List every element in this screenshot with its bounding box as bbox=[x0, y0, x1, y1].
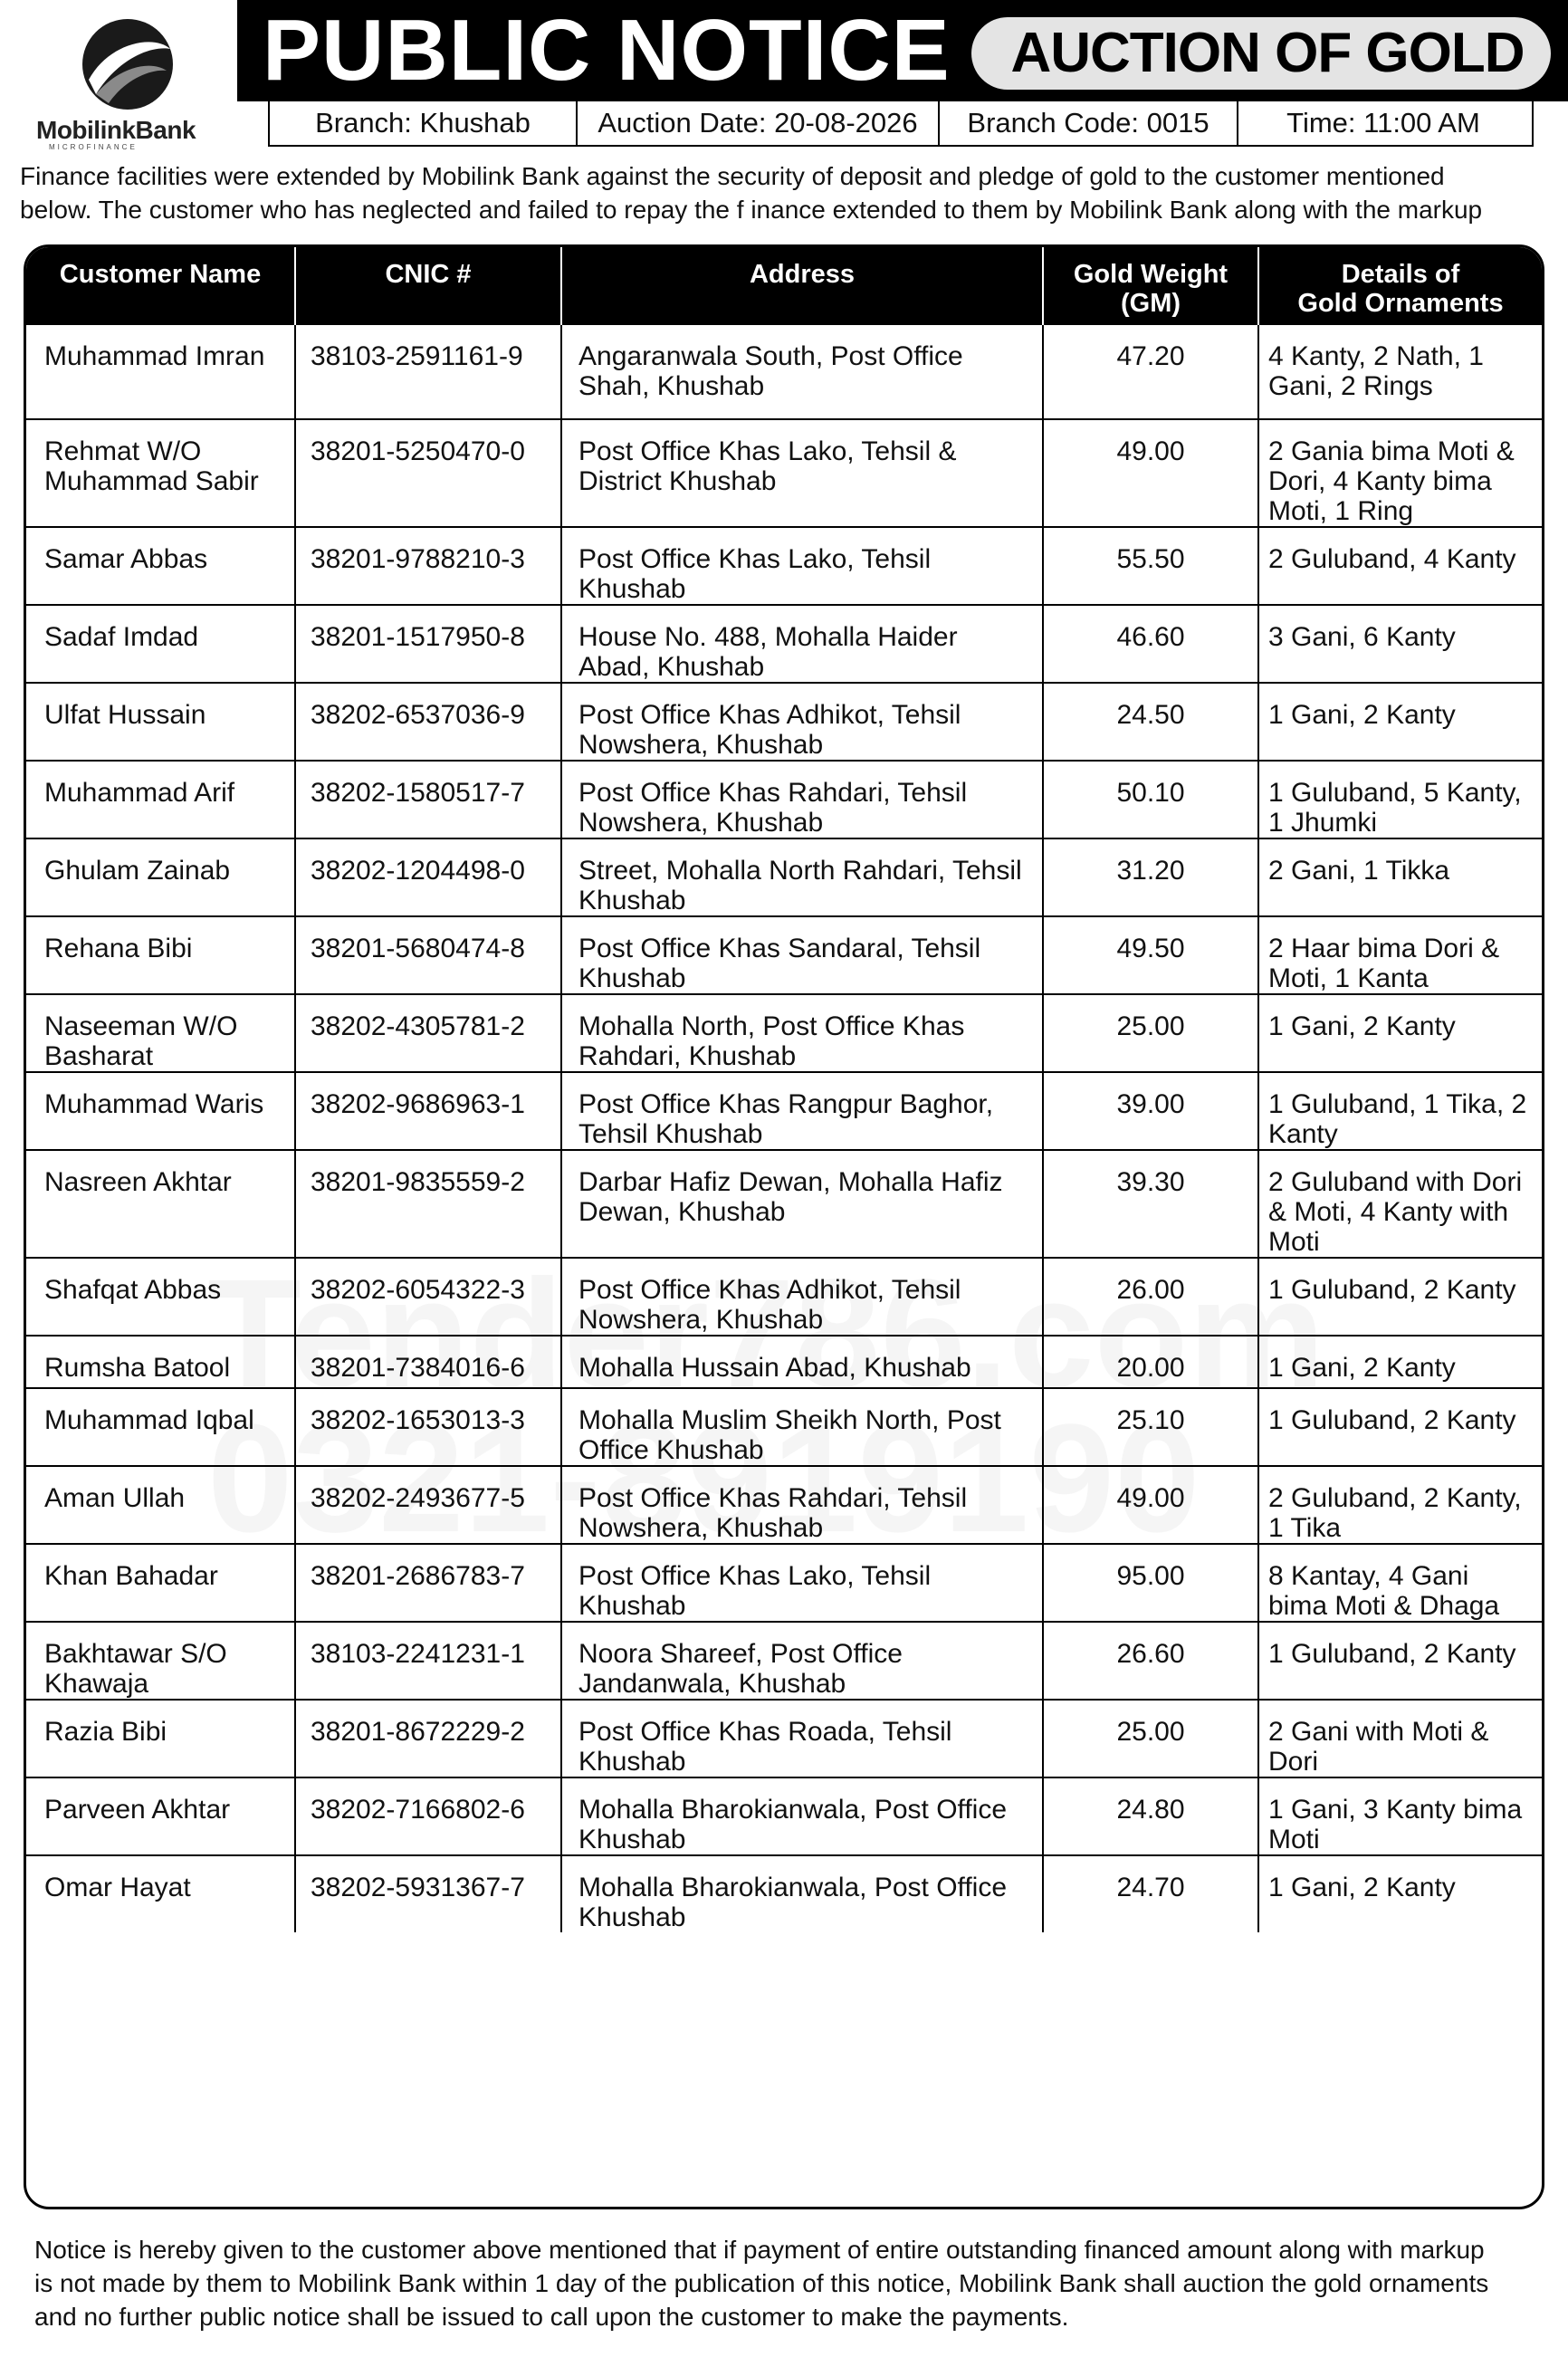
table-row bbox=[26, 419, 1542, 527]
customer-name-cell: Rehana Bibi bbox=[26, 916, 295, 994]
gold-details-cell: 1 Guluband, 2 Kanty bbox=[1258, 1388, 1542, 1466]
header-gold-details: Details of Gold Ornaments bbox=[1258, 247, 1542, 325]
footer-line: and no further public notice shall be issued to call upon the customer to make the payments. bbox=[34, 2303, 1069, 2331]
gold-details-cell: 2 Guluband, 4 Kanty bbox=[1258, 527, 1542, 605]
customer-name-cell: Ghulam Zainab bbox=[26, 838, 295, 916]
gold-weight-cell: 25.00 bbox=[1043, 994, 1258, 1072]
gold-weight-cell: 47.20 bbox=[1043, 325, 1258, 419]
customer-name-cell: Parveen Akhtar bbox=[26, 1777, 295, 1855]
address-cell: Post Office Khas Adhikot, Tehsil Nowshera, Khushab bbox=[561, 1258, 1043, 1336]
gold-weight-cell: 50.10 bbox=[1043, 761, 1258, 838]
cnic-cell: 38201-7384016-6 bbox=[295, 1336, 561, 1388]
cnic-cell: 38103-2591161-9 bbox=[295, 325, 561, 419]
auction-time: Time: 11:00 AM bbox=[1286, 107, 1480, 139]
mobilink-bank-logo-icon bbox=[69, 14, 186, 114]
footer-paragraph bbox=[34, 2233, 1546, 2333]
cnic-cell: 38201-9835559-2 bbox=[295, 1150, 561, 1258]
customer-name-cell: Bakhtawar S/O Khawaja bbox=[26, 1622, 295, 1700]
gold-weight-cell: 49.00 bbox=[1043, 419, 1258, 527]
cnic-cell: 38202-7166802-6 bbox=[295, 1777, 561, 1855]
auction-pill-label: AUCTION OF GOLD bbox=[1010, 22, 1525, 84]
cnic-cell: 38202-2493677-5 bbox=[295, 1466, 561, 1544]
gold-details-cell: 2 Gania bima Moti & Dori, 4 Kanty bima Moti, 1 Ring bbox=[1258, 419, 1542, 527]
gold-weight-cell: 25.00 bbox=[1043, 1700, 1258, 1777]
cnic-cell: 38201-2686783-7 bbox=[295, 1544, 561, 1622]
gold-weight-cell: 49.00 bbox=[1043, 1466, 1258, 1544]
table-row bbox=[26, 605, 1542, 683]
table-header-row bbox=[26, 247, 1542, 325]
bank-logo bbox=[13, 2, 235, 151]
customer-name-cell: Omar Hayat bbox=[26, 1855, 295, 1932]
cnic-cell: 38103-2241231-1 bbox=[295, 1622, 561, 1700]
table-row bbox=[26, 683, 1542, 761]
customer-name-cell: Aman Ullah bbox=[26, 1466, 295, 1544]
gold-weight-cell: 95.00 bbox=[1043, 1544, 1258, 1622]
table-row bbox=[26, 1258, 1542, 1336]
gold-weight-cell: 24.70 bbox=[1043, 1855, 1258, 1932]
footer-line: is not made by them to Mobilink Bank within 1 day of the publication of this notice, Mobilink Bank shall auction the gold ornaments bbox=[34, 2269, 1489, 2297]
gold-details-cell: 1 Guluband, 1 Tika, 2 Kanty bbox=[1258, 1072, 1542, 1150]
table-row bbox=[26, 1544, 1542, 1622]
auction-info-row bbox=[268, 101, 1534, 147]
customer-name-cell: Muhammad Arif bbox=[26, 761, 295, 838]
intro-paragraph bbox=[20, 159, 1550, 226]
gold-details-cell: 2 Haar bima Dori & Moti, 1 Kanta bbox=[1258, 916, 1542, 994]
customer-name-cell: Razia Bibi bbox=[26, 1700, 295, 1777]
cnic-cell: 38202-1204498-0 bbox=[295, 838, 561, 916]
gold-details-cell: 1 Gani, 2 Kanty bbox=[1258, 1336, 1542, 1388]
table-row bbox=[26, 838, 1542, 916]
cnic-cell: 38201-8672229-2 bbox=[295, 1700, 561, 1777]
address-cell: Mohalla Muslim Sheikh North, Post Office Khushab bbox=[561, 1388, 1043, 1466]
table-row bbox=[26, 1336, 1542, 1388]
notice-header bbox=[0, 0, 1568, 149]
gold-details-cell: 2 Gani, 1 Tikka bbox=[1258, 838, 1542, 916]
gold-details-cell: 2 Guluband, 2 Kanty, 1 Tika bbox=[1258, 1466, 1542, 1544]
cnic-cell: 38202-6054322-3 bbox=[295, 1258, 561, 1336]
customer-name-cell: Muhammad Iqbal bbox=[26, 1388, 295, 1466]
gold-weight-cell: 49.50 bbox=[1043, 916, 1258, 994]
address-cell: Street, Mohalla North Rahdari, Tehsil Khushab bbox=[561, 838, 1043, 916]
gold-weight-cell: 26.00 bbox=[1043, 1258, 1258, 1336]
table-row bbox=[26, 1777, 1542, 1855]
address-cell: Noora Shareef, Post Office Jandanwala, Khushab bbox=[561, 1622, 1043, 1700]
intro-line: Finance facilities were extended by Mobilink Bank against the security of deposit and pledge of gold to the customer mentioned bbox=[20, 162, 1445, 190]
address-cell: Post Office Khas Rangpur Baghor, Tehsil Khushab bbox=[561, 1072, 1043, 1150]
address-cell: Angaranwala South, Post Office Shah, Khushab bbox=[561, 325, 1043, 419]
gold-details-cell: 1 Guluband, 5 Kanty, 1 Jhumki bbox=[1258, 761, 1542, 838]
address-cell: Darbar Hafiz Dewan, Mohalla Hafiz Dewan, Khushab bbox=[561, 1150, 1043, 1258]
header-address: Address bbox=[561, 247, 1043, 325]
logo-wordmark: MobilinkBank bbox=[36, 116, 196, 144]
gold-weight-cell: 20.00 bbox=[1043, 1336, 1258, 1388]
address-cell: Post Office Khas Adhikot, Tehsil Nowshera, Khushab bbox=[561, 683, 1043, 761]
cnic-cell: 38201-5250470-0 bbox=[295, 419, 561, 527]
header-customer-name: Customer Name bbox=[26, 247, 295, 325]
customer-table-container bbox=[24, 244, 1544, 2209]
address-cell: Post Office Khas Lako, Tehsil Khushab bbox=[561, 1544, 1043, 1622]
table-row bbox=[26, 527, 1542, 605]
table-row bbox=[26, 761, 1542, 838]
gold-details-cell: 4 Kanty, 2 Nath, 1 Gani, 2 Rings bbox=[1258, 325, 1542, 419]
customer-name-cell: Samar Abbas bbox=[26, 527, 295, 605]
gold-details-cell: 1 Gani, 2 Kanty bbox=[1268, 1873, 1456, 1902]
gold-details-cell: 8 Kantay, 4 Gani bima Moti & Dhaga bbox=[1258, 1544, 1542, 1622]
branch-name: Branch: Khushab bbox=[270, 101, 578, 145]
table-row bbox=[26, 1150, 1542, 1258]
gold-weight-cell: 31.20 bbox=[1043, 838, 1258, 916]
address-cell: Post Office Khas Lako, Tehsil & District Khushab bbox=[561, 419, 1043, 527]
branch-code: Branch Code: 0015 bbox=[940, 101, 1238, 145]
address-cell: Mohalla North, Post Office Khas Rahdari, Khushab bbox=[561, 994, 1043, 1072]
gold-weight-cell: 39.30 bbox=[1043, 1150, 1258, 1258]
address-cell: Mohalla Bharokianwala, Post Office Khushab bbox=[561, 1777, 1043, 1855]
table-row bbox=[26, 1072, 1542, 1150]
customer-table bbox=[26, 247, 1542, 1932]
gold-details-cell: 1 Gani, 2 Kanty bbox=[1258, 683, 1542, 761]
customer-name-cell: Muhammad Imran bbox=[26, 325, 295, 419]
address-cell: Post Office Khas Sandaral, Tehsil Khushab bbox=[561, 916, 1043, 994]
cnic-cell: 38202-9686963-1 bbox=[295, 1072, 561, 1150]
gold-details-cell: 1 Guluband, 2 Kanty bbox=[1258, 1622, 1542, 1700]
gold-details-cell: 2 Guluband with Dori & Moti, 4 Kanty with Moti bbox=[1258, 1150, 1542, 1258]
cnic-cell: 38201-1517950-8 bbox=[295, 605, 561, 683]
customer-name-cell: Shafqat Abbas bbox=[26, 1258, 295, 1336]
cnic-cell: 38201-5680474-8 bbox=[295, 916, 561, 994]
footer-line: Notice is hereby given to the customer above mentioned that if payment of entire outstanding financed amount along with markup bbox=[34, 2236, 1485, 2264]
customer-name-cell: Khan Bahadar bbox=[26, 1544, 295, 1622]
cnic-cell: 38202-6537036-9 bbox=[295, 683, 561, 761]
customer-name-cell: Nasreen Akhtar bbox=[26, 1150, 295, 1258]
table-row bbox=[26, 325, 1542, 419]
header-cnic: CNIC # bbox=[295, 247, 561, 325]
gold-details-cell: 1 Gani, 3 Kanty bima Moti bbox=[1258, 1777, 1542, 1855]
cnic-cell: 38202-1580517-7 bbox=[295, 761, 561, 838]
intro-line: below. The customer who has neglected and failed to repay the f inance extended to them by Mobilink Bank along with the markup bbox=[20, 196, 1483, 224]
address-cell: Mohalla Bharokianwala, Post Office Khushab bbox=[561, 1855, 1043, 1932]
logo-subtext: MICROFINANCE bbox=[49, 143, 138, 151]
address-cell: Mohalla Hussain Abad, Khushab bbox=[561, 1336, 1043, 1388]
gold-details-cell: 1 Gani, 2 Kanty bbox=[1258, 994, 1542, 1072]
address-cell: Post Office Khas Rahdari, Tehsil Nowshera, Khushab bbox=[561, 1466, 1043, 1544]
address-cell: Post Office Khas Lako, Tehsil Khushab bbox=[561, 527, 1043, 605]
cnic-cell: 38201-9788210-3 bbox=[295, 527, 561, 605]
table-row bbox=[26, 916, 1542, 994]
gold-weight-cell: 39.00 bbox=[1043, 1072, 1258, 1150]
gold-weight-cell: 55.50 bbox=[1043, 527, 1258, 605]
header-gold-weight: Gold Weight (GM) bbox=[1043, 247, 1258, 325]
gold-weight-cell: 46.60 bbox=[1043, 605, 1258, 683]
table-row bbox=[26, 1466, 1542, 1544]
gold-details-cell: 3 Gani, 6 Kanty bbox=[1258, 605, 1542, 683]
table-row bbox=[26, 1388, 1542, 1466]
gold-weight-cell: 25.10 bbox=[1043, 1388, 1258, 1466]
cnic-cell: 38202-5931367-7 bbox=[295, 1855, 561, 1932]
table-row bbox=[26, 1700, 1542, 1777]
table-row bbox=[26, 1855, 1542, 1932]
customer-name-cell: Sadaf Imdad bbox=[26, 605, 295, 683]
gold-details-cell: 2 Gani with Moti & Dori bbox=[1258, 1700, 1542, 1777]
table-row bbox=[26, 994, 1542, 1072]
customer-name-cell: Naseeman W/O Basharat bbox=[26, 994, 295, 1072]
customer-name-cell: Muhammad Waris bbox=[26, 1072, 295, 1150]
auction-date: Auction Date: 20-08-2026 bbox=[578, 101, 940, 145]
customer-name-cell: Rehmat W/O Muhammad Sabir bbox=[26, 419, 295, 527]
address-cell: Post Office Khas Rahdari, Tehsil Nowshera, Khushab bbox=[561, 761, 1043, 838]
gold-details-cell: 1 Guluband, 2 Kanty bbox=[1258, 1258, 1542, 1336]
address-cell: Post Office Khas Roada, Tehsil Khushab bbox=[561, 1700, 1043, 1777]
gold-weight-cell: 26.60 bbox=[1043, 1622, 1258, 1700]
cnic-cell: 38202-4305781-2 bbox=[295, 994, 561, 1072]
gold-weight-cell: 24.80 bbox=[1043, 1777, 1258, 1855]
customer-name-cell: Rumsha Batool bbox=[26, 1336, 295, 1388]
page-title: PUBLIC NOTICE bbox=[263, 2, 951, 99]
table-row bbox=[26, 1622, 1542, 1700]
customer-name-cell: Ulfat Hussain bbox=[26, 683, 295, 761]
cnic-cell: 38202-1653013-3 bbox=[295, 1388, 561, 1466]
address-cell: House No. 488, Mohalla Haider Abad, Khushab bbox=[561, 605, 1043, 683]
gold-weight-cell: 24.50 bbox=[1043, 683, 1258, 761]
